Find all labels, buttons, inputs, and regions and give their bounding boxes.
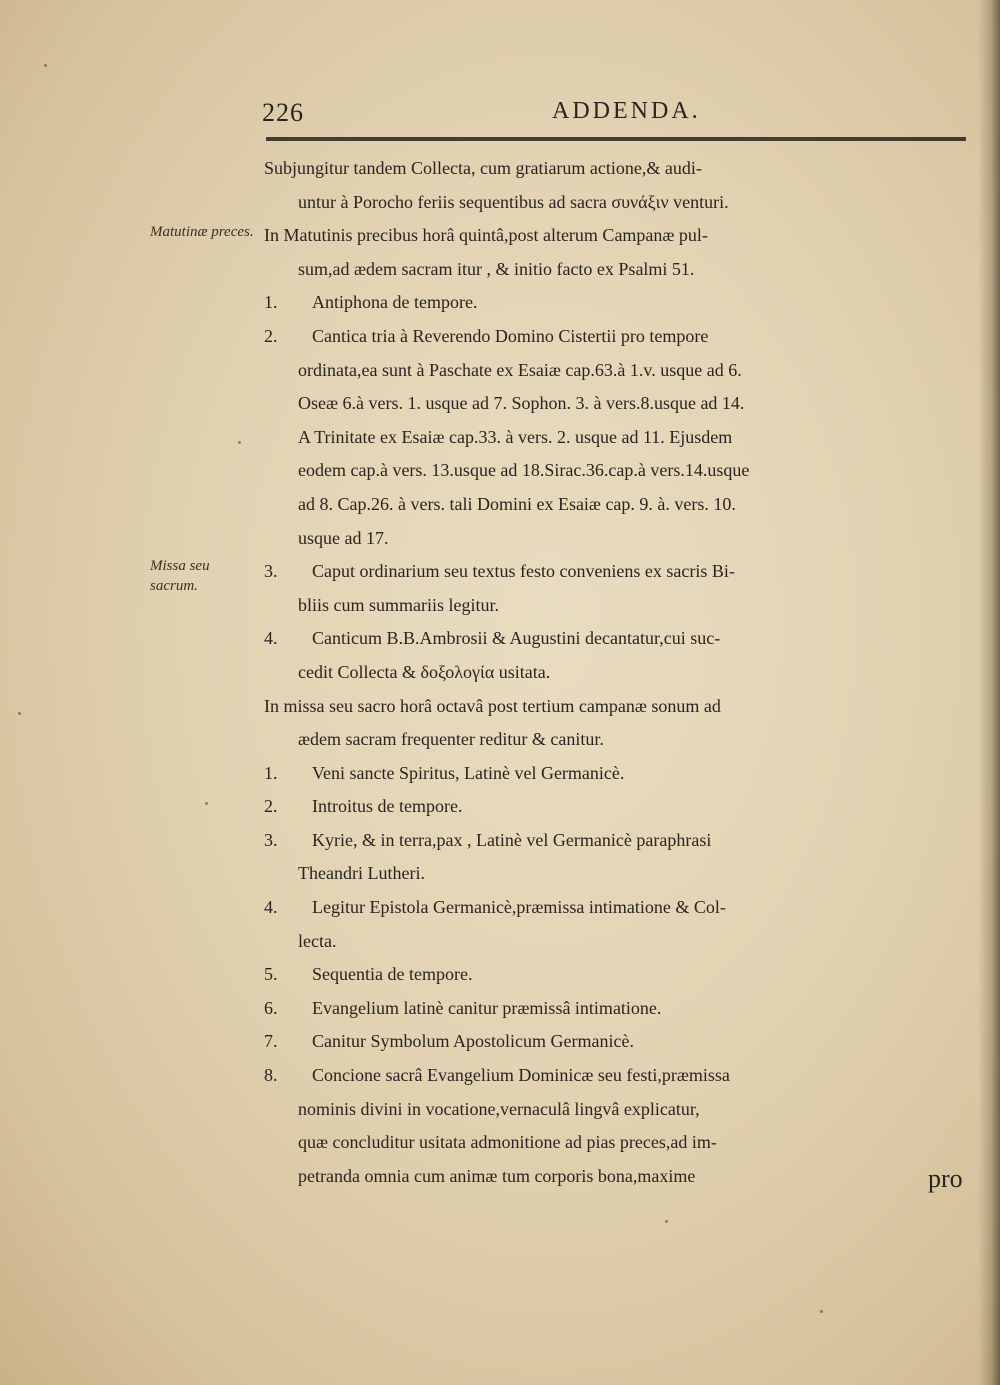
text-line: eodem cap.à vers. 13.usque ad 18.Sirac.36.cap.à vers.14.usque [298,460,750,481]
list-number: 4. [264,897,278,918]
margin-note-matutinae: Matutinæ preces. [150,224,254,240]
text-line: lecta. [298,930,337,951]
list-text: Evangelium latinè canitur præmissâ intimatione. [312,997,662,1018]
page-edge-shadow [978,0,1000,1385]
paper-speck [205,802,208,805]
list-item [264,790,974,824]
list-text: Canitur Symbolum Apostolicum Germanicè. [312,1031,634,1052]
margin-note-missa: Missa seu sacrum. [150,558,210,594]
list-number: 8. [264,1065,278,1086]
list-text: Antiphona de tempore. [312,292,478,313]
text-line: Oseæ 6.à vers. 1. usque ad 7. Sophon. 3. à vers.8.usque ad 14. [298,393,745,414]
catch-word: pro [928,1164,963,1193]
list-number: 2. [264,796,278,817]
text-line: quæ concluditur usitata admonitione ad pias preces,ad im- [298,1132,717,1153]
text-line: ordinata,ea sunt à Paschate ex Esaiæ cap.63.à 1.v. usque ad 6. [298,359,742,380]
page-number: 226 [262,98,304,127]
text-line: nominis divini in vocatione,vernaculâ lingvâ explicatur, [298,1098,700,1119]
list-number: 3. [264,561,278,582]
list-item [264,958,974,992]
list-number: 2. [264,325,278,346]
list-number: 1. [264,292,278,313]
text-line: In missa seu sacro horâ octavâ post tertium campanæ sonum ad [264,695,721,716]
text-line: Subjungitur tandem Collecta, cum gratiarum actione,& audi- [264,158,702,178]
list-text: Kyrie, & in terra,pax , Latinè vel Germanicè paraphrasi [312,829,712,850]
header-rule [266,137,966,141]
list-number: 6. [264,997,278,1018]
text-line: untur à Porocho feriis sequentibus ad sacra συνάξιν venturi. [298,191,729,212]
paper-speck [18,712,21,715]
list-item [264,1059,974,1093]
list-item [264,824,974,858]
list-text: Legitur Epistola Germanicè,præmissa intimatione & Col- [312,897,726,918]
text-line: ad 8. Cap.26. à vers. tali Domini ex Esaiæ cap. 9. à. vers. 10. [298,493,736,514]
list-item [264,992,974,1026]
paper-speck [238,441,241,444]
list-item [264,286,974,320]
text-line: Theandri Lutheri. [298,863,425,884]
text-line: ædem sacram frequenter reditur & canitur. [298,729,604,750]
list-text: Sequentia de tempore. [312,964,473,985]
list-item [264,622,974,656]
list-number: 5. [264,964,278,985]
list-number: 3. [264,829,278,850]
text-line: In Matutinis precibus horâ quintâ,post alterum Campanæ pul- [264,225,708,246]
list-item [264,891,974,925]
paper-speck [820,1310,823,1313]
section-title: ADDENDA. [552,98,701,124]
list-item [264,757,974,791]
text-line: usque ad 17. [298,527,389,548]
text-line: sum,ad ædem sacram itur , & initio facto ex Psalmi 51. [298,258,695,279]
text-line: A Trinitate ex Esaiæ cap.33. à vers. 2. usque ad 11. Ejusdem [298,426,733,447]
list-number: 1. [264,762,278,783]
list-text: Canticum B.B.Ambrosii & Augustini decantatur,cui suc- [312,628,721,649]
body-text [264,152,974,1193]
list-text: Concione sacrâ Evangelium Dominicæ seu festi,præmissa [312,1065,730,1086]
list-item [264,555,974,589]
list-text: Cantica tria à Reverendo Domino Cistertii pro tempore [312,325,709,346]
text-line: cedit Collecta & δοξολογία usitata. [298,661,551,682]
text-line: petranda omnia cum animæ tum corporis bona,maxime [298,1165,696,1186]
list-item [264,1025,974,1059]
running-head [262,98,967,132]
list-number: 4. [264,628,278,649]
list-text: Introitus de tempore. [312,796,463,817]
list-item [264,320,974,354]
paper-speck [665,1220,668,1223]
list-number: 7. [264,1031,278,1052]
list-text: Caput ordinarium seu textus festo conveniens ex sacris Bi- [312,561,735,582]
paper-speck [44,64,47,67]
list-text: Veni sancte Spiritus, Latinè vel Germanicè. [312,762,625,783]
text-line: bliis cum summariis legitur. [298,594,499,615]
